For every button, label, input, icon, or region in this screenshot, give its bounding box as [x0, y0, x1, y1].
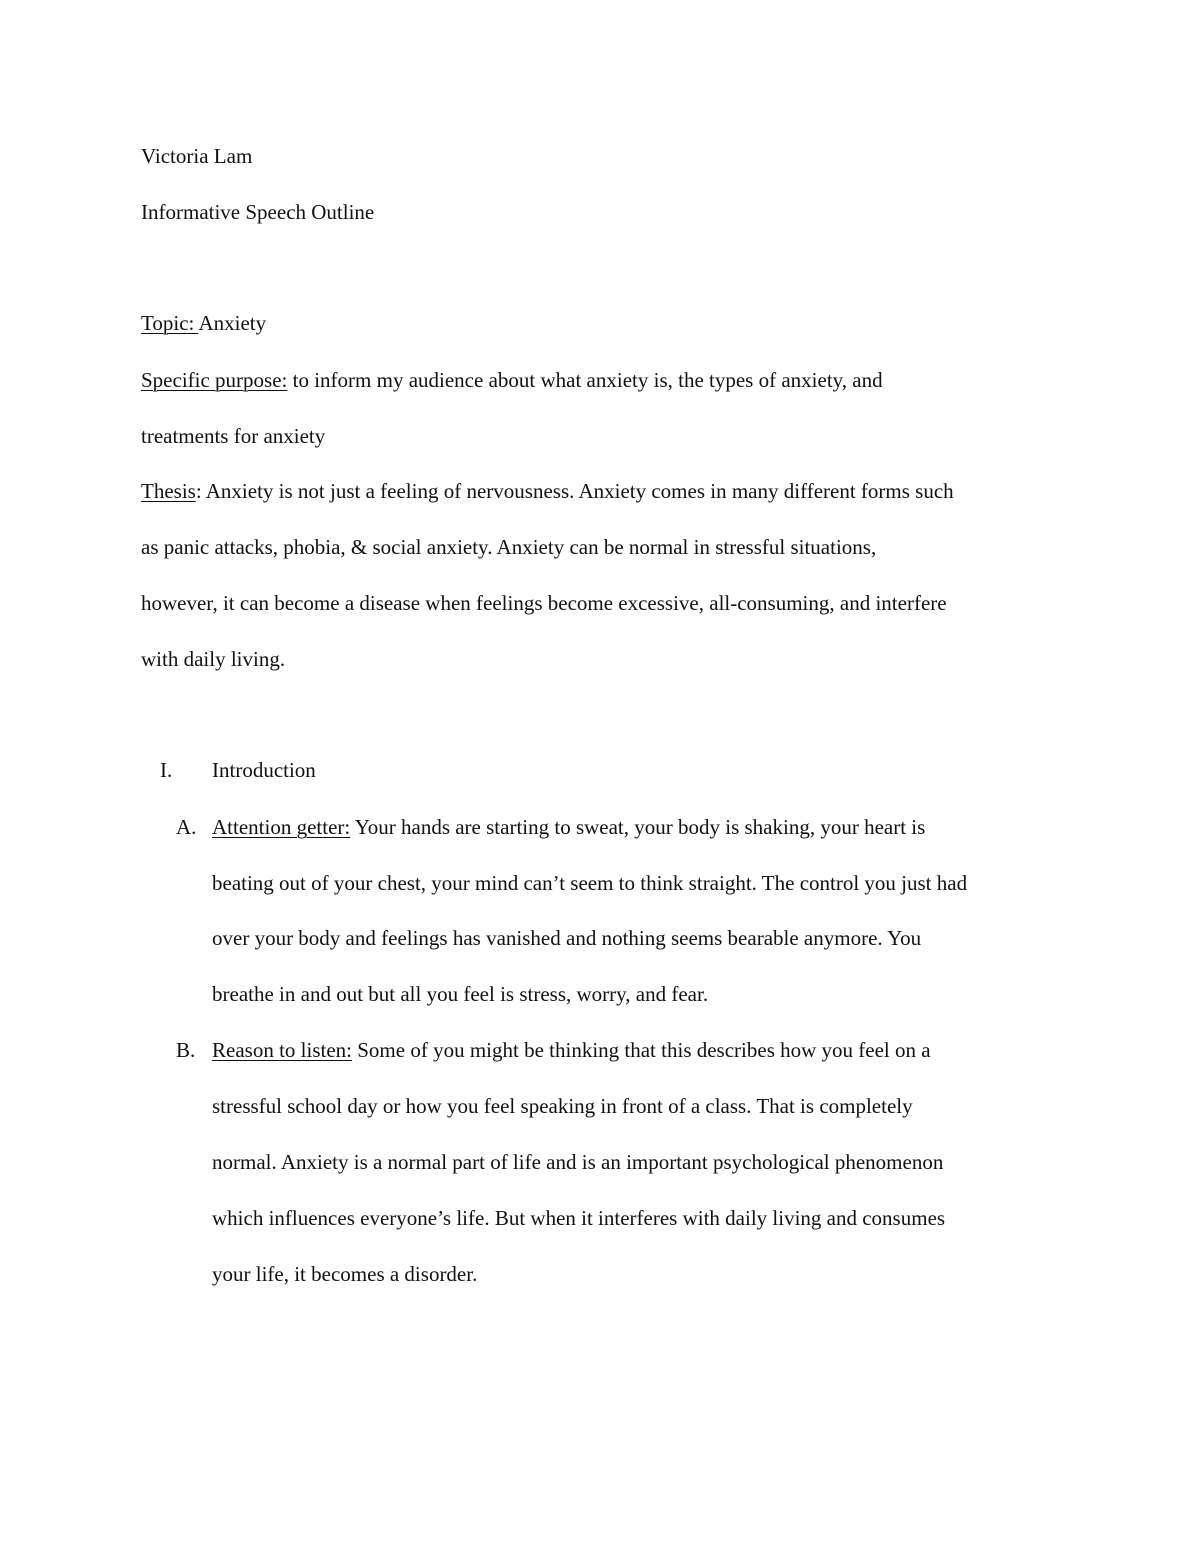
thesis-line-3: however, it can become a disease when feelings become excessive, all-consuming, and interfere	[141, 591, 947, 615]
purpose-line-2: treatments for anxiety	[141, 424, 326, 448]
item-a-line-3: over your body and feelings has vanished and nothing seems bearable anymore. You	[212, 926, 922, 950]
purpose-text-1: to inform my audience about what anxiety is, the types of anxiety, and	[287, 368, 883, 392]
item-a-line-4: breathe in and out but all you feel is stress, worry, and fear.	[212, 982, 709, 1006]
topic-line	[141, 295, 266, 351]
thesis-line-4: with daily living.	[141, 647, 286, 671]
item-a-line-2: beating out of your chest, your mind can’t seem to think straight. The control you just had	[212, 871, 968, 895]
document-title: Informative Speech Outline	[141, 200, 375, 224]
thesis-text-1: : Anxiety is not just a feeling of nervousness. Anxiety comes in many different forms such	[195, 479, 954, 503]
item-b-text-1: Some of you might be thinking that this describes how you feel on a	[352, 1038, 931, 1062]
item-b-line-3: normal. Anxiety is a normal part of life and is an important psychological phenomenon	[212, 1150, 944, 1174]
section-numeral: I.	[160, 758, 173, 782]
item-b-line-2: stressful school day or how you feel speaking in front of a class. That is completely	[212, 1094, 913, 1118]
item-b-line-5: your life, it becomes a disorder.	[212, 1262, 478, 1286]
purpose-line-1	[141, 352, 883, 408]
thesis-label: Thesis	[141, 479, 196, 503]
item-b-label: Reason to listen:	[212, 1038, 352, 1062]
item-b-marker: B.	[176, 1038, 196, 1062]
section-title: Introduction	[212, 758, 316, 782]
thesis-line-1	[141, 463, 954, 519]
item-b-line-4: which influences everyone’s life. But when it interferes with daily living and consumes	[212, 1206, 946, 1230]
item-a-marker: A.	[176, 815, 197, 839]
author-name: Victoria Lam	[141, 144, 253, 168]
item-a-line-1	[212, 799, 925, 855]
item-a-label: Attention getter:	[212, 815, 351, 839]
purpose-label: Specific purpose:	[141, 368, 288, 392]
thesis-line-2: as panic attacks, phobia, & social anxiety. Anxiety can be normal in stressful situations,	[141, 535, 877, 559]
topic-label: Topic:	[141, 311, 199, 335]
item-a-text-1: Your hands are starting to sweat, your body is shaking, your heart is	[350, 815, 926, 839]
item-b-line-1	[212, 1022, 931, 1078]
topic-text: Anxiety	[198, 311, 267, 335]
